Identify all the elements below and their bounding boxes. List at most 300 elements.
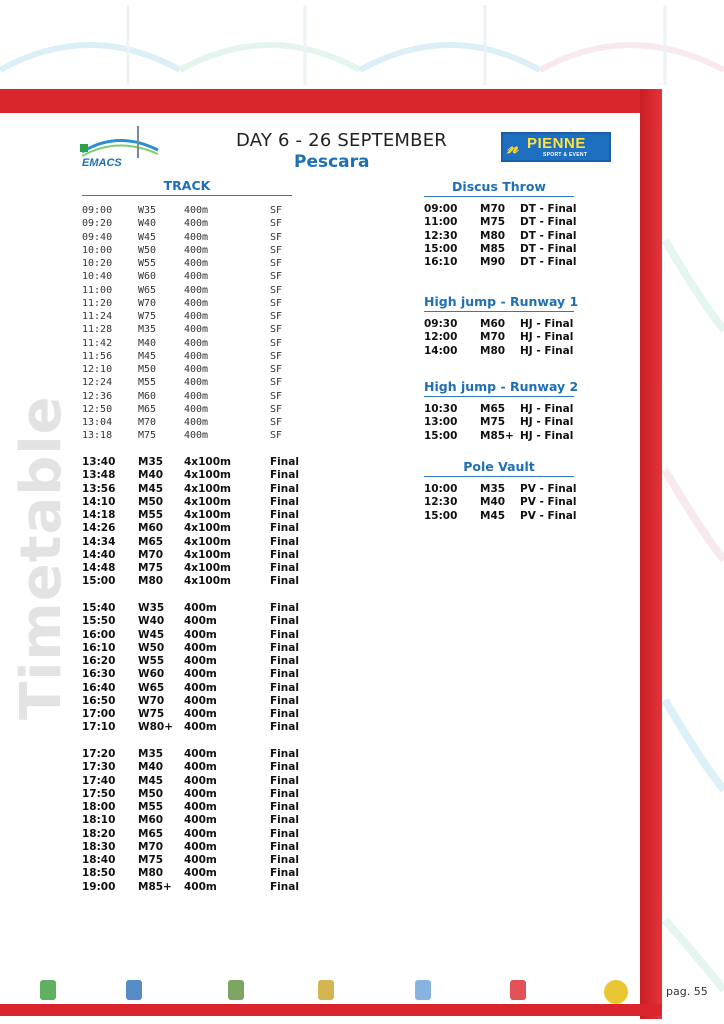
track-time: 19:00 [82, 880, 116, 893]
track-round: SF [270, 324, 283, 336]
track-time: 14:40 [82, 548, 116, 561]
track-time: 17:30 [82, 761, 116, 774]
track-round: Final [270, 655, 299, 667]
track-time: 13:18 [82, 430, 113, 442]
track-event: 400m [184, 708, 217, 720]
track-category: M40 [138, 337, 157, 349]
track-round: SF [270, 337, 283, 349]
track-round: Final [270, 562, 299, 574]
track-round: Final [270, 495, 299, 508]
track-round: Final [270, 708, 299, 720]
track-time: 16:40 [82, 681, 116, 694]
track-event: 400m [184, 364, 209, 375]
track-category: W70 [138, 694, 165, 707]
track-category: W35 [138, 205, 157, 216]
field-category: M85+ [480, 429, 514, 442]
track-event: 400m [184, 827, 217, 840]
track-category: M60 [138, 522, 164, 535]
track-event: 400m [184, 350, 209, 362]
track-time: 16:10 [82, 641, 116, 654]
track-row [0, 363, 320, 376]
track-round: Final [270, 575, 299, 588]
field-event: DT - Final [520, 216, 577, 229]
emacs-logo [78, 124, 162, 168]
field-category: M45 [480, 509, 506, 522]
track-row [0, 695, 320, 708]
track-row [0, 549, 320, 562]
track-row [0, 456, 320, 469]
track-time: 12:36 [82, 390, 113, 402]
track-event: 400m [184, 668, 217, 681]
track-round: Final [270, 548, 299, 561]
track-category: M75 [138, 854, 164, 866]
track-time: 12:24 [82, 377, 113, 389]
field-category: M75 [480, 216, 506, 229]
field-category: M60 [480, 318, 506, 330]
track-category: W55 [138, 258, 157, 269]
pienne-logo-subtext: SPORT & EVENT [543, 152, 588, 158]
city-crest-logo [306, 976, 346, 1006]
field-category: M75 [480, 416, 506, 429]
track-round: Final [270, 641, 299, 654]
city-title: Pescara [294, 152, 370, 172]
track-row [0, 867, 320, 880]
track-event: 400m [184, 602, 217, 614]
track-event: 400m [184, 867, 217, 880]
track-round: Final [270, 615, 299, 628]
track-category: W40 [138, 615, 165, 628]
track-time: 14:18 [82, 509, 116, 521]
track-section-title: TRACK [82, 178, 292, 196]
track-category: M45 [138, 482, 164, 495]
field-row [0, 496, 600, 509]
field-event: HJ - Final [520, 416, 574, 429]
track-event: 4x100m [184, 495, 231, 508]
track-row [0, 814, 320, 827]
track-round: Final [270, 854, 299, 866]
track-time: 18:20 [82, 827, 116, 840]
track-time: 12:50 [82, 403, 113, 415]
field-time: 12:30 [424, 496, 458, 509]
track-time: 09:00 [82, 205, 113, 216]
track-event: 400m [184, 205, 209, 216]
track-category: M70 [138, 548, 164, 561]
track-event: 400m [184, 641, 217, 654]
track-time: 18:00 [82, 801, 116, 813]
track-round: SF [270, 271, 283, 283]
track-row [0, 748, 320, 761]
field-time: 13:00 [424, 416, 458, 429]
track-round: SF [270, 364, 283, 375]
track-time: 18:40 [82, 854, 116, 866]
track-event: 400m [184, 271, 209, 283]
track-round: SF [270, 231, 283, 243]
field-row [0, 403, 600, 416]
track-category: W55 [138, 655, 165, 667]
track-round: Final [270, 801, 299, 813]
track-event: 4x100m [184, 575, 231, 588]
track-event: 400m [184, 840, 217, 853]
track-time: 11:56 [82, 350, 113, 362]
track-time: 11:24 [82, 311, 113, 322]
field-time: 09:30 [424, 318, 458, 330]
field-row [0, 430, 600, 443]
track-category: W40 [138, 218, 157, 230]
field-row [0, 416, 600, 429]
track-event: 4x100m [184, 509, 231, 521]
track-round: Final [270, 668, 299, 681]
track-round: Final [270, 721, 299, 734]
track-time: 11:42 [82, 337, 113, 349]
field-row [0, 256, 600, 269]
track-category: M45 [138, 350, 157, 362]
track-round: Final [270, 628, 299, 641]
track-category: M35 [138, 456, 164, 468]
track-round: Final [270, 827, 299, 840]
track-row [0, 522, 320, 535]
track-time: 10:00 [82, 244, 113, 256]
track-category: W45 [138, 231, 157, 243]
track-row [0, 721, 320, 734]
track-category: W70 [138, 297, 157, 309]
track-round: SF [270, 297, 283, 309]
track-time: 15:40 [82, 602, 116, 614]
track-event: 400m [184, 390, 209, 402]
track-event: 4x100m [184, 522, 231, 535]
track-round: Final [270, 867, 299, 880]
field-row [0, 331, 600, 344]
track-event: 400m [184, 377, 209, 389]
track-row [0, 788, 320, 801]
track-category: M55 [138, 377, 157, 389]
track-category: M50 [138, 787, 164, 800]
track-event: 4x100m [184, 456, 231, 468]
track-row [0, 642, 320, 655]
field-event: PV - Final [520, 483, 577, 495]
track-event: 400m [184, 787, 217, 800]
track-category: M40 [138, 761, 164, 774]
track-row [0, 297, 320, 310]
track-time: 17:20 [82, 748, 116, 760]
track-time: 16:00 [82, 628, 116, 641]
track-event: 400m [184, 297, 209, 309]
track-event: 400m [184, 655, 217, 667]
track-row [0, 284, 320, 297]
field-section-title: High jump - Runway 1 [424, 294, 574, 312]
track-category: W50 [138, 244, 157, 256]
field-row [0, 483, 600, 496]
track-round: SF [270, 350, 283, 362]
track-round: Final [270, 509, 299, 521]
field-time: 16:10 [424, 256, 458, 269]
track-event: 400m [184, 628, 217, 641]
field-row [0, 510, 600, 523]
track-event: 4x100m [184, 469, 231, 482]
track-time: 09:40 [82, 231, 113, 243]
track-category: W65 [138, 284, 157, 296]
track-round: SF [270, 377, 283, 389]
track-event: 400m [184, 721, 217, 734]
track-row [0, 854, 320, 867]
track-round: SF [270, 390, 283, 402]
track-category: M60 [138, 814, 164, 827]
track-category: M65 [138, 535, 164, 548]
track-time: 18:50 [82, 867, 116, 880]
track-category: M45 [138, 774, 164, 787]
top-red-band [0, 89, 660, 113]
field-event: HJ - Final [520, 429, 574, 442]
track-event: 400m [184, 854, 217, 866]
track-time: 14:34 [82, 535, 116, 548]
track-row [0, 562, 320, 575]
field-time: 14:00 [424, 344, 458, 357]
club-badge-logo [596, 976, 636, 1006]
track-category: M35 [138, 748, 164, 760]
track-time: 17:40 [82, 774, 116, 787]
track-row [0, 602, 320, 615]
track-category: M40 [138, 469, 164, 482]
track-round: SF [270, 403, 283, 415]
track-time: 13:40 [82, 456, 116, 468]
track-time: 11:20 [82, 297, 113, 309]
track-time: 15:50 [82, 615, 116, 628]
field-row [0, 243, 600, 256]
track-round: Final [270, 761, 299, 774]
track-event: 400m [184, 284, 209, 296]
track-category: M75 [138, 430, 157, 442]
track-event: 400m [184, 231, 209, 243]
field-event: HJ - Final [520, 331, 574, 344]
track-round: SF [270, 205, 283, 216]
track-row [0, 615, 320, 628]
track-category: W80+ [138, 721, 173, 734]
track-time: 18:30 [82, 840, 116, 853]
field-row [0, 318, 600, 331]
track-event: 400m [184, 417, 209, 428]
field-category: M40 [480, 496, 506, 509]
field-category: M80 [480, 229, 506, 242]
track-row [0, 376, 320, 389]
track-category: W60 [138, 271, 157, 283]
track-category: M75 [138, 562, 164, 574]
track-time: 12:10 [82, 364, 113, 375]
page-number: pag. 55 [666, 985, 708, 998]
track-category: W75 [138, 708, 165, 720]
track-event: 400m [184, 403, 209, 415]
track-category: W45 [138, 628, 165, 641]
track-row [0, 390, 320, 403]
field-section-title: High jump - Runway 2 [424, 379, 574, 397]
track-event: 4x100m [184, 562, 231, 574]
field-category: M65 [480, 403, 506, 415]
track-time: 16:20 [82, 655, 116, 667]
track-time: 18:10 [82, 814, 116, 827]
track-time: 13:04 [82, 417, 113, 428]
track-round: Final [270, 880, 299, 893]
side-watermark-title: Timetable [9, 395, 74, 720]
track-round: Final [270, 748, 299, 760]
track-row [0, 775, 320, 788]
track-event: 400m [184, 681, 217, 694]
track-round: Final [270, 814, 299, 827]
field-category: M70 [480, 203, 506, 215]
track-round: Final [270, 694, 299, 707]
pienne-logo [501, 132, 611, 162]
day-title: DAY 6 - 26 SEPTEMBER [236, 130, 447, 151]
track-category: M55 [138, 801, 164, 813]
track-category: M65 [138, 403, 157, 415]
track-row [0, 761, 320, 774]
track-time: 09:20 [82, 218, 113, 230]
track-category: M80 [138, 867, 164, 880]
track-time: 16:30 [82, 668, 116, 681]
track-time: 14:48 [82, 562, 116, 574]
field-row [0, 230, 600, 243]
field-time: 12:00 [424, 331, 458, 344]
track-row [0, 655, 320, 668]
track-round: SF [270, 311, 283, 322]
track-event: 400m [184, 761, 217, 774]
track-time: 13:48 [82, 469, 116, 482]
track-category: M60 [138, 390, 157, 402]
track-row [0, 801, 320, 814]
federazione-logo [114, 976, 154, 1006]
field-time: 12:30 [424, 229, 458, 242]
track-row [0, 469, 320, 482]
track-row [0, 708, 320, 721]
track-row [0, 668, 320, 681]
right-red-border [640, 89, 662, 1019]
track-row [0, 682, 320, 695]
field-row [0, 345, 600, 358]
track-row [0, 841, 320, 854]
field-row [0, 203, 600, 216]
track-event: 4x100m [184, 482, 231, 495]
comune-logo [216, 976, 256, 1006]
field-event: DT - Final [520, 203, 577, 215]
field-category: M70 [480, 331, 506, 344]
track-round: Final [270, 469, 299, 482]
track-time: 13:56 [82, 482, 116, 495]
track-round: Final [270, 787, 299, 800]
track-round: Final [270, 774, 299, 787]
track-event: 400m [184, 430, 209, 442]
track-round: SF [270, 430, 283, 442]
track-round: Final [270, 522, 299, 535]
track-row [0, 629, 320, 642]
track-event: 400m [184, 258, 209, 269]
track-row [0, 881, 320, 894]
track-event: 400m [184, 774, 217, 787]
emacs-logo-text: EMACS [82, 157, 122, 168]
track-event: 400m [184, 880, 217, 893]
track-category: M50 [138, 495, 164, 508]
track-time: 14:10 [82, 495, 116, 508]
town-crest-logo [403, 976, 443, 1006]
track-time: 17:50 [82, 787, 116, 800]
track-category: W50 [138, 641, 165, 654]
pienne-mark-icon: 𝓃 [507, 137, 519, 157]
field-time: 09:00 [424, 203, 458, 215]
track-category: W60 [138, 668, 165, 681]
track-time: 17:00 [82, 708, 116, 720]
track-round: Final [270, 840, 299, 853]
track-round: Final [270, 681, 299, 694]
field-category: M35 [480, 483, 506, 495]
track-category: M65 [138, 827, 164, 840]
track-row [0, 575, 320, 588]
track-event: 400m [184, 324, 209, 336]
track-time: 11:00 [82, 284, 113, 296]
field-event: PV - Final [520, 496, 577, 509]
field-event: DT - Final [520, 229, 577, 242]
field-time: 11:00 [424, 216, 458, 229]
track-row [0, 536, 320, 549]
field-event: PV - Final [520, 509, 577, 522]
field-section-title: Pole Vault [424, 459, 574, 477]
track-time: 10:40 [82, 271, 113, 283]
field-time: 10:30 [424, 403, 458, 415]
track-time: 14:26 [82, 522, 116, 535]
track-time: 11:28 [82, 324, 113, 336]
field-event: DT - Final [520, 256, 577, 269]
track-category: M70 [138, 840, 164, 853]
track-time: 17:10 [82, 721, 116, 734]
field-event: HJ - Final [520, 344, 574, 357]
track-event: 400m [184, 615, 217, 628]
track-event: 400m [184, 801, 217, 813]
pienne-logo-text: PIENNE [527, 135, 586, 152]
track-category: W35 [138, 602, 165, 614]
track-category: M85+ [138, 880, 172, 893]
track-round: Final [270, 535, 299, 548]
field-event: HJ - Final [520, 403, 574, 415]
track-event: 400m [184, 748, 217, 760]
track-event: 4x100m [184, 535, 231, 548]
field-event: HJ - Final [520, 318, 574, 330]
track-category: M35 [138, 324, 157, 336]
field-category: M80 [480, 344, 506, 357]
track-event: 400m [184, 694, 217, 707]
track-category: M55 [138, 509, 164, 521]
track-event: 400m [184, 218, 209, 230]
field-event: DT - Final [520, 242, 577, 255]
track-event: 4x100m [184, 548, 231, 561]
track-round: SF [270, 218, 283, 230]
track-time: 10:20 [82, 258, 113, 269]
track-category: M70 [138, 417, 157, 428]
track-category: M80 [138, 575, 164, 588]
field-time: 10:00 [424, 483, 458, 495]
track-round: SF [270, 244, 283, 256]
track-category: M50 [138, 364, 157, 375]
track-round: Final [270, 482, 299, 495]
track-round: SF [270, 284, 283, 296]
track-round: SF [270, 417, 283, 428]
regione-abruzzo-logo [28, 976, 68, 1006]
track-row [0, 828, 320, 841]
field-row [0, 216, 600, 229]
track-event: 400m [184, 244, 209, 256]
track-round: SF [270, 258, 283, 269]
track-event: 400m [184, 337, 209, 349]
track-category: W65 [138, 681, 165, 694]
field-section-title: Discus Throw [424, 179, 574, 197]
track-time: 16:50 [82, 694, 116, 707]
track-category: W75 [138, 311, 157, 322]
field-time: 15:00 [424, 509, 458, 522]
field-category: M85 [480, 242, 506, 255]
